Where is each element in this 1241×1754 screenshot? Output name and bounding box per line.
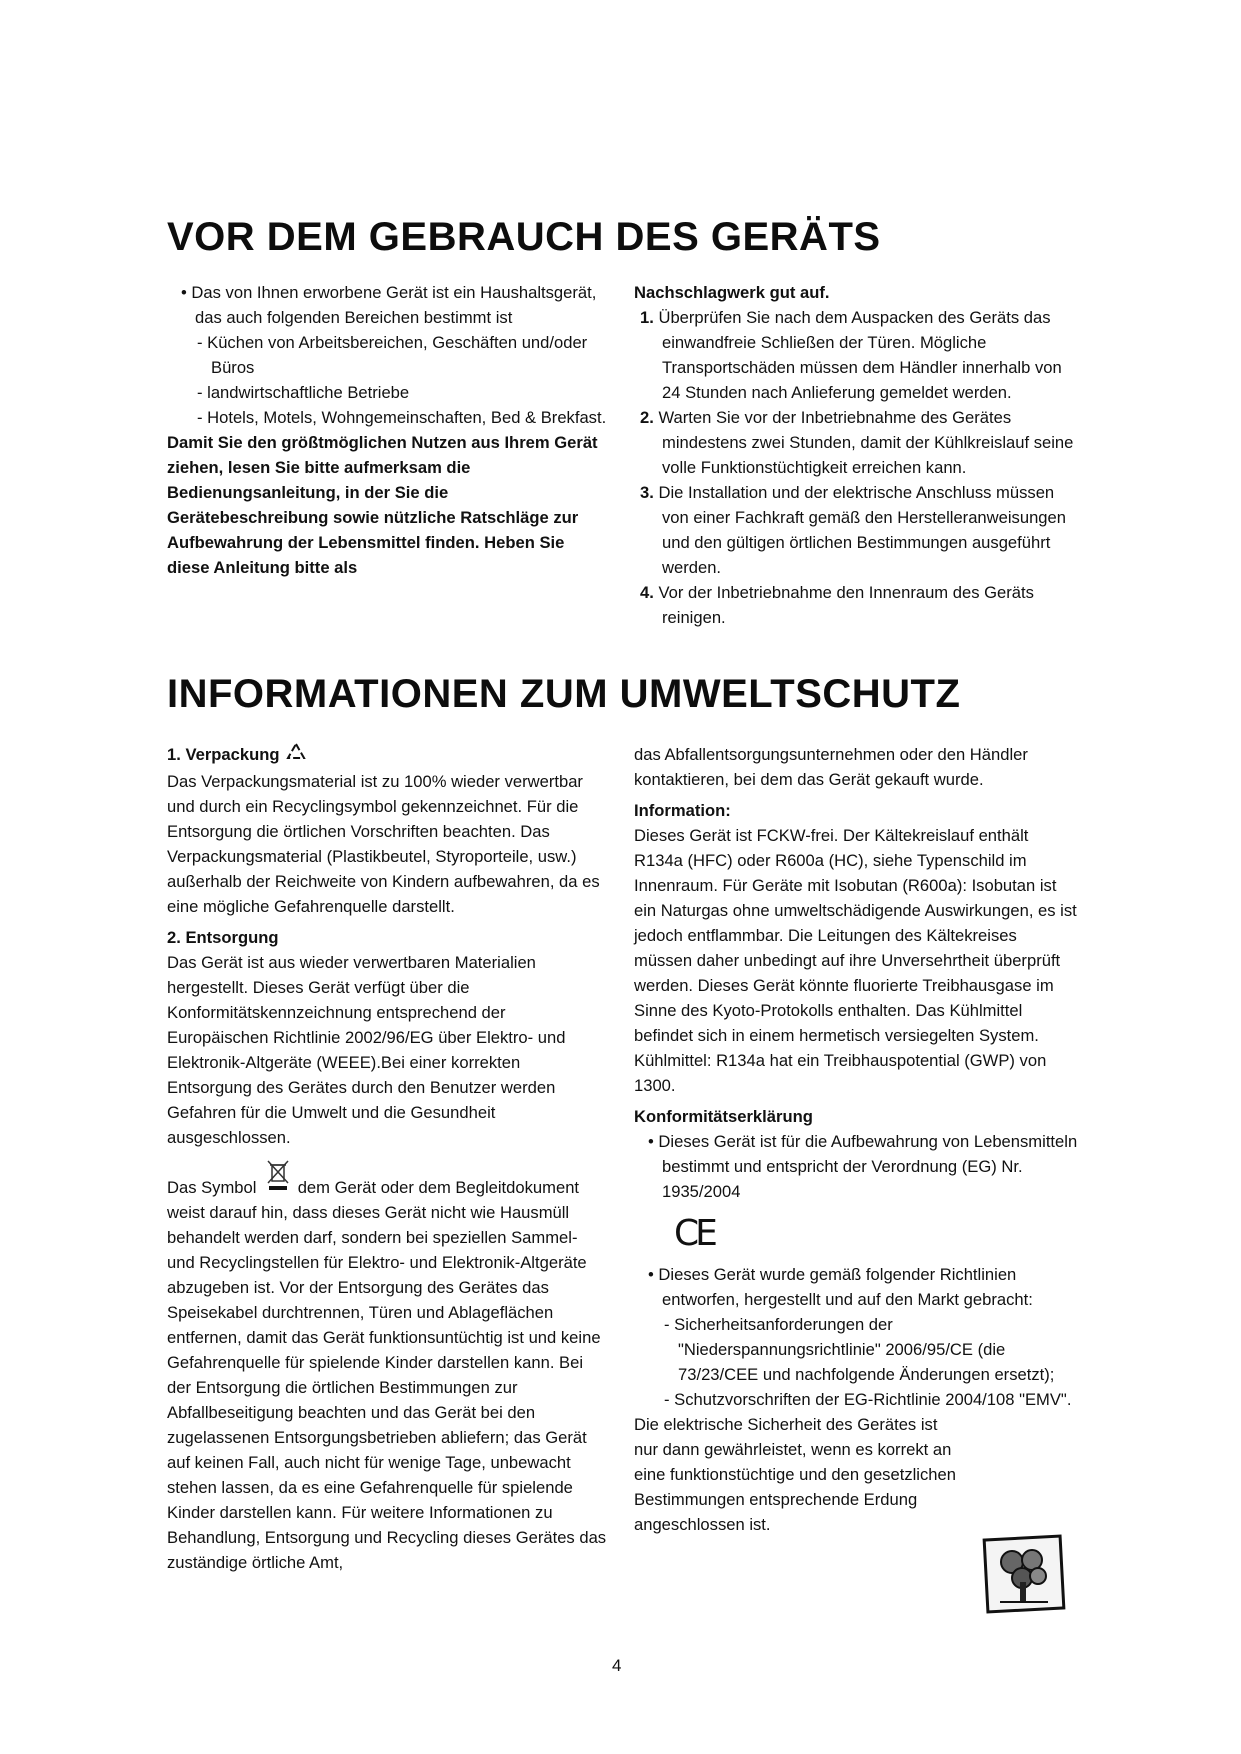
intended-use-bullet: • Das von Ihnen erworbene Gerät ist ein Haushaltsgerät, das auch folgenden Bereichen bestimmt ist — [181, 283, 597, 327]
manual-advice: Damit Sie den größtmöglichen Nutzen aus Ihrem Gerät ziehen, lesen Sie bitte aufmerksam die Bedienungsanleitung, in der Sie die Gerätebeschreibung sowie nützliche Ratschläge zur Aufbewahrung der Lebensmittel finden. Heben Sie diese Anleitung bitte als — [167, 433, 598, 577]
section1-right-column — [634, 280, 1079, 630]
item-number: 2. — [640, 408, 654, 427]
information-heading: Information: — [634, 801, 731, 820]
conformity-bullet-1: • Dieses Gerät ist für die Aufbewahrung von Lebensmitteln bestimmt und entspricht der Verordnung (EG) Nr. 1935/2004 — [648, 1132, 1078, 1201]
item-text: Warten Sie vor der Inbetriebnahme des Gerätes mindestens zwei Stunden, damit der Kühlkreislauf seine volle Funktionstüchtigkeit erreichen kann. — [658, 408, 1074, 477]
section2-left-column — [167, 742, 607, 1575]
ce-mark-icon: CE — [674, 1213, 714, 1254]
disposal-text: Das Gerät ist aus wieder verwertbaren Materialien hergestellt. Dieses Gerät verfügt über die Konformitätskennzeichnung entsprechend der Europäischen Richtlinie 2002/96/EG über Elektro- und Elektronik-Altgeräte (WEEE).Bei einer korrekten Entsorgung des Gerätes durch den Benutzer werden Gefahren für die Umwelt und die Gesundheit ausgeschlossen. — [167, 953, 566, 1148]
manual-advice-continued: Nachschlagwerk gut auf. — [634, 283, 830, 302]
use-area-item: - landwirtschaftliche Betriebe — [197, 383, 410, 402]
check-item-3 — [634, 480, 1079, 580]
packaging-heading-text: 1. Verpackung — [167, 745, 280, 764]
section1-left-column — [167, 280, 607, 580]
check-item-1 — [634, 305, 1079, 405]
weee-paragraph — [167, 1175, 607, 1575]
check-item-4 — [634, 580, 1079, 630]
item-number: 1. — [640, 308, 654, 327]
item-text: Die Installation und der elektrische Anschluss müssen von einer Fachkraft gemäß den Herstelleranweisungen und den gültigen örtlichen Bestimmungen ausgeführt werden. — [658, 483, 1066, 577]
check-item-2 — [634, 405, 1079, 480]
disposal-heading: 2. Entsorgung — [167, 928, 279, 948]
disposal-text-continued: das Abfallentsorgungsunternehmen oder den Händler kontaktieren, bei dem das Gerät gekauft wurde. — [634, 745, 1028, 789]
symbol-text-pre: Das Symbol — [167, 1178, 257, 1198]
conformity-heading: Konformitätserklärung — [634, 1107, 813, 1126]
item-number: 3. — [640, 483, 654, 502]
item-text: Vor der Inbetriebnahme den Innenraum des Geräts reinigen. — [658, 583, 1034, 627]
item-text: Überprüfen Sie nach dem Auspacken des Geräts das einwandfreie Schließen der Türen. Mögliche Transportschäden müssen dem Händler innerhalb von 24 Stunden nach Anlieferung gemeldet werden. — [658, 308, 1062, 402]
packaging-text: Das Verpackungsmaterial ist zu 100% wieder verwertbar und durch ein Recyclingsymbol gekennzeichnet. Für die Entsorgung die örtlichen Vorschriften beachten. Das Verpackungsmaterial (Plastikbeutel, Styroporteile, usw.) außerhalb der Reichweite von Kindern aufbewahren, da es eine mögliche Gefahrenquelle darstellt. — [167, 772, 600, 917]
grounding-tree-icon — [980, 1532, 1068, 1621]
page-number: 4 — [612, 1656, 622, 1675]
use-area-item: - Hotels, Motels, Wohngemeinschaften, Bed & Brekfast. — [197, 408, 607, 427]
symbol-text-post: dem Gerät oder dem Begleitdokument weist darauf hin, dass dieses Gerät nicht wie Hausmüll behandelt werden darf, sondern bei speziellen Sammel- und Recyclingstellen für Elektro- und Elektronik-Altgeräte abzugeben ist. Vor der Entsorgung des Gerätes das Speisekabel durchtrennen, Türen und Ablageflächen entfernen, damit das Gerät funktionsuntüchtig ist und keine Gefahrenquelle für spielende Kinder darstellen kann. Bei der Entsorgung die örtlichen Bestimmungen zur Abfallbeseitigung beachten und das Gerät bei den zugelassenen Entsorgungsbetrieben abliefern; das Gerät auf keinen Fall, auch nicht für wenige Tage, unbewacht stehen lassen, da es eine Gefahrenquelle für spielende Kinder darstellen kann. Für weitere Informationen zu Behandlung, Entsorgung und Recycling dieses Gerätes das zuständige örtliche Amt, — [167, 1178, 607, 1573]
section-title-environment: INFORMATIONEN ZUM UMWELTSCHUTZ — [167, 672, 961, 716]
use-area-item: - Küchen von Arbeitsbereichen, Geschäften und/oder Büros — [197, 333, 588, 377]
packaging-heading — [167, 742, 607, 769]
section-title-before-use: VOR DEM GEBRAUCH DES GERÄTS — [167, 215, 881, 259]
directive-item: - Sicherheitsanforderungen der "Niederspannungsrichtlinie" 2006/95/CE (die 73/23/CEE und nachfolgende Änderungen ersetzt); — [664, 1315, 1055, 1384]
section2-right-column — [634, 742, 1079, 1537]
electrical-safety-text: Die elektrische Sicherheit des Gerätes ist nur dann gewährleistet, wenn es korrekt an eine funktionstüchtige und den gesetzlichen Bestimmungen entsprechende Erdung angeschlossen ist. — [634, 1415, 956, 1534]
crossed-bin-icon — [265, 1159, 291, 1198]
directive-item: - Schutzvorschriften der EG-Richtlinie 2004/108 "EMV". — [664, 1390, 1072, 1409]
conformity-bullet-2: • Dieses Gerät wurde gemäß folgender Richtlinien entworfen, hergestellt und auf den Markt gebracht: — [648, 1265, 1033, 1309]
item-number: 4. — [640, 583, 654, 602]
information-text: Dieses Gerät ist FCKW-frei. Der Kältekreislauf enthält R134a (HFC) oder R600a (HC), siehe Typenschild im Innenraum. Für Geräte mit Isobutan (R600a): Isobutan ist ein Naturgas ohne umweltschädigende Auswirkungen, es ist jedoch entflammbar. Die Leitungen des Kältekreises müssen daher unbedingt auf ihre Unversehrtheit überprüft werden. Dieses Gerät könnte fluorierte Treibhausgase im Sinne des Kyoto-Protokolls enthalten. Das Kühlmittel befindet sich in einem hermetisch versiegelten System. Kühlmittel: R134a hat ein Treibhauspotential (GWP) von 1300. — [634, 826, 1077, 1095]
recycling-icon — [284, 742, 308, 769]
